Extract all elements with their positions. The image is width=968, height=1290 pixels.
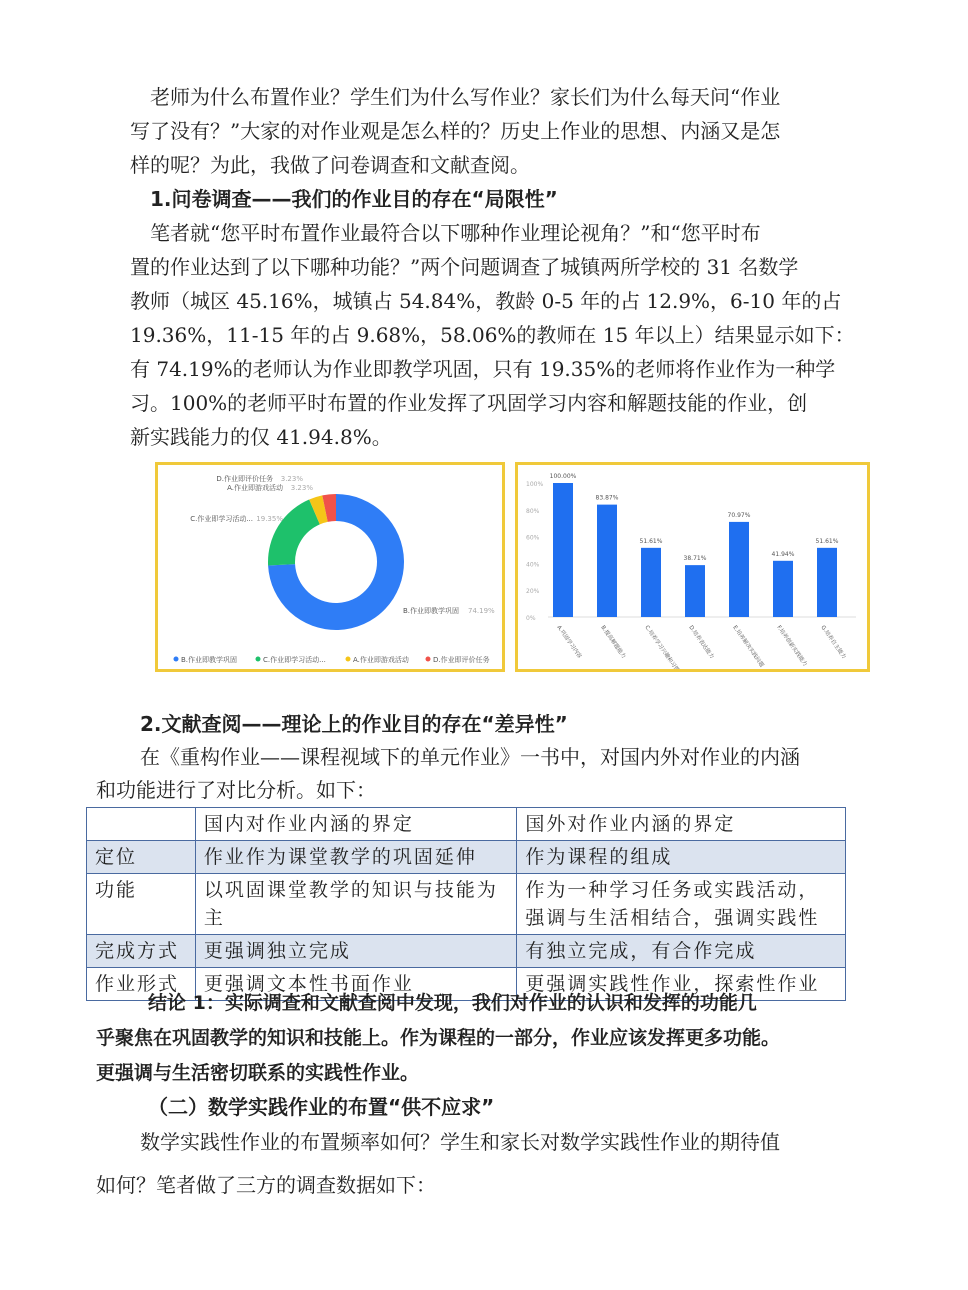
comparison-table (86, 807, 846, 1001)
slice-value-label: 74.19% (468, 607, 495, 615)
slice-label: D.作业即评价任务 (216, 475, 273, 483)
table-header: 国外对作业内涵的界定 (517, 808, 846, 841)
bar (597, 505, 617, 617)
bar (817, 548, 837, 617)
legend-marker (426, 657, 431, 662)
x-tick-label: G.培养自主能力 (819, 624, 847, 661)
legend-label: C.作业即学习活动... (263, 656, 326, 664)
bar-value-label: 70.97% (727, 511, 751, 519)
paragraph-line: 习。100%的老师平时布置的作业发挥了巩固学习内容和解题技能的作业，创 (130, 391, 808, 415)
legend-marker (174, 657, 179, 662)
paragraph-line: 写了没有？”大家的对作业观是怎么样的？历史上作业的思想、内涵又是怎 (130, 119, 781, 143)
table-cell: 作为一种学习任务或实践活动，强调与生活相结合，强调实践性 (517, 874, 846, 935)
conclusion-line: 结论 1：实际调查和文献查阅中发现，我们对作业的认识和发挥的功能几 (148, 992, 757, 1014)
table-cell: 作为课程的组成 (517, 841, 846, 874)
table-cell: 定位 (87, 841, 196, 874)
slice-value-label: 3.23% (290, 484, 313, 492)
paragraph-line: 数学实践性作业的布置频率如何？学生和家长对数学实践性作业的期待值 (140, 1130, 780, 1154)
x-tick-label: B.提高解题能力 (599, 624, 627, 660)
section-heading-3: （二）数学实践作业的布置“供不应求” (148, 1095, 495, 1119)
table-cell: 作业作为课堂教学的巩固延伸 (195, 841, 517, 874)
y-tick-label: 20% (526, 588, 540, 596)
legend-marker (256, 657, 261, 662)
y-tick-label: 60% (526, 534, 540, 542)
slice-label: A.作业即游戏活动 (227, 484, 283, 492)
legend-marker (346, 657, 351, 662)
paragraph-line: 置的作业达到了以下哪种功能？”两个问题调查了城镇两所学校的 31 名数学 (130, 255, 799, 279)
x-tick-label: C.培养学习兴趣和习惯 (643, 624, 680, 669)
paragraph-line: 在《重构作业——课程视域下的单元作业》一书中，对国内外对作业的内涵 (140, 745, 800, 769)
slice-label: C.作业即学习活动... (190, 515, 253, 523)
paragraph-line: 教师（城区 45.16%，城镇占 54.84%，教龄 0-5 年的占 12.9%，6-10 年的占 (130, 289, 842, 313)
bar-value-label: 83.87% (595, 494, 619, 502)
paragraph-line: 老师为什么布置作业？学生们为什么写作业？家长们为什么每天问“作业 (150, 85, 781, 109)
donut-slice (268, 500, 320, 566)
paragraph-line: 和功能进行了对比分析。如下： (96, 778, 376, 802)
bar (729, 522, 749, 617)
donut-chart (155, 462, 505, 672)
table-cell: 更强调实践性作业，探索性作业 (517, 968, 846, 1001)
bar (553, 483, 573, 617)
legend-label: B.作业即教学巩固 (181, 656, 238, 664)
bar (641, 548, 661, 617)
slice-value-label: 3.23% (280, 475, 303, 483)
table-cell: 功能 (87, 874, 196, 935)
bar-value-label: 51.61% (639, 537, 663, 545)
paragraph-line: 样的呢？为此，我做了问卷调查和文献查阅。 (130, 153, 530, 177)
bar-value-label: 38.71% (683, 555, 707, 563)
table-row (87, 935, 846, 968)
bar-value-label: 51.61% (815, 537, 839, 545)
slice-label: B.作业即教学巩固 (403, 607, 460, 615)
slice-value-label: 19.35% (256, 515, 283, 523)
conclusion-line: 乎聚焦在巩固教学的知识和技能上。作为课程的一部分，作业应该发挥更多功能。 (96, 1027, 781, 1049)
table-row (87, 841, 846, 874)
table-row (87, 874, 846, 935)
y-tick-label: 40% (526, 561, 540, 569)
conclusion-line: 更强调与生活密切联系的实践性作业。 (96, 1062, 420, 1084)
x-tick-label: A.巩固学习内容 (555, 624, 583, 660)
paragraph-line: 如何？笔者做了三方的调查数据如下： (96, 1173, 436, 1197)
bar-value-label: 41.94% (771, 550, 795, 558)
x-tick-label: F.培养创新实践能力 (775, 624, 808, 668)
y-tick-label: 100% (526, 481, 544, 488)
paragraph-line: 笔者就“您平时布置作业最符合以下哪种作业理论视角？”和“您平时布 (150, 221, 761, 245)
table-header (87, 808, 196, 841)
bar (685, 565, 705, 617)
table-header: 国内对作业内涵的界定 (195, 808, 517, 841)
table-cell: 完成方式 (87, 935, 196, 968)
section-heading-1: 1.问卷调查——我们的作业目的存在“局限性” (150, 187, 558, 211)
y-tick-label: 80% (526, 507, 540, 515)
bar-value-label: 100.00% (549, 473, 577, 480)
table-cell: 以巩固课堂教学的知识与技能为主 (195, 874, 517, 935)
bar (773, 561, 793, 617)
x-tick-label: D.培养表达能力 (687, 624, 715, 661)
bar-chart (515, 462, 870, 672)
legend-label: A.作业即游戏活动 (353, 656, 409, 664)
paragraph-line: 19.36%，11-15 年的占 9.68%，58.06%的教师在 15 年以上）结果显示如下： (130, 323, 855, 347)
table-cell: 作业形式 (87, 968, 196, 1001)
x-tick-label: E.培养解决实践问题 (731, 624, 765, 669)
table-cell: 更强调文本性书面作业 (195, 968, 517, 1001)
paragraph-line: 新实践能力的仅 41.94.8%。 (130, 425, 392, 449)
table-cell: 有独立完成，有合作完成 (517, 935, 846, 968)
y-tick-label: 0% (526, 615, 536, 622)
paragraph-line: 有 74.19%的老师认为作业即教学巩固，只有 19.35%的老师将作业作为一种学 (130, 357, 836, 381)
legend-label: D.作业即评价任务 (433, 656, 490, 664)
section-heading-2: 2.文献查阅——理论上的作业目的存在“差异性” (140, 712, 568, 736)
table-cell: 更强调独立完成 (195, 935, 517, 968)
